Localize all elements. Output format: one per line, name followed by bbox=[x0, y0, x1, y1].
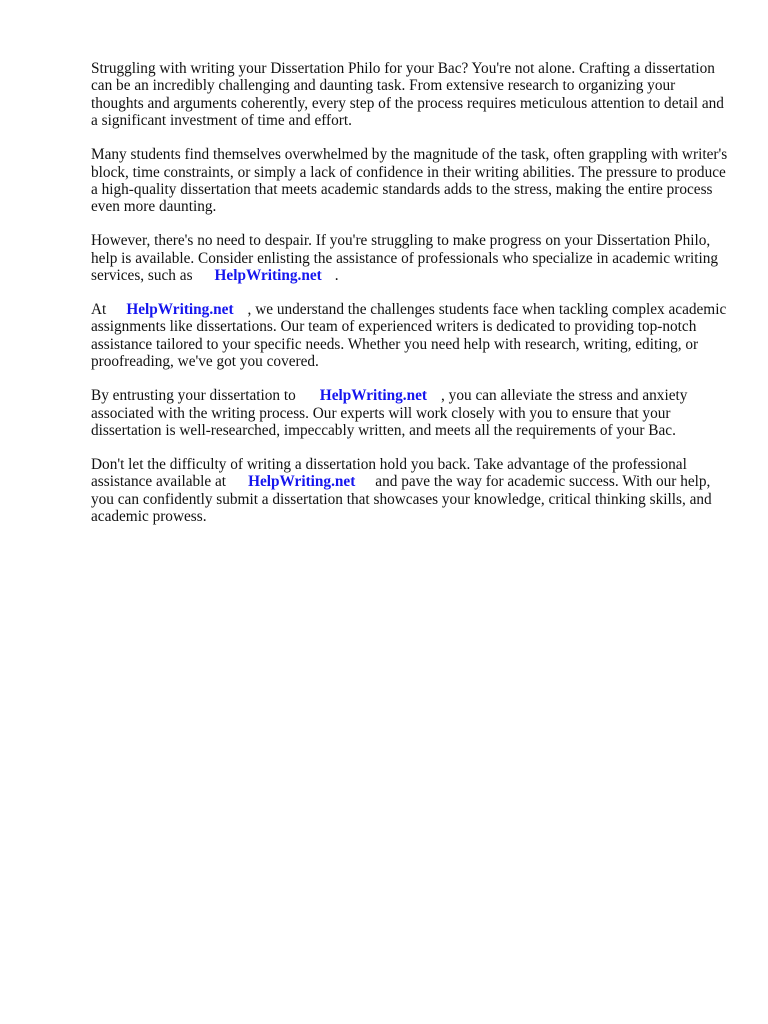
paragraph-entrusting-prefix: By entrusting your dissertation to bbox=[91, 387, 296, 405]
paragraph-entrusting-text: , you can alleviate the stress and anxiety associated with the writing process. Our experts will work closely with you to ensure that your dissertation is well-researched, impeccably written, and meets all the requirements of your Bac. bbox=[91, 387, 688, 439]
paragraph-at-text: , we understand the challenges students face when tackling complex academic assignments like dissertations. Our team of experienced writers is dedicated to providing top-notch assistance tailored to your specific needs. Whether you need help with research, writing, editing, or proofreading, we've got you covered. bbox=[91, 300, 727, 371]
helpwriting-link[interactable]: HelpWriting.net bbox=[248, 473, 356, 491]
document-page bbox=[91, 60, 731, 542]
paragraph-closing bbox=[91, 456, 731, 526]
paragraph-entrusting bbox=[91, 387, 731, 439]
paragraph-intro bbox=[91, 60, 731, 130]
paragraph-despair bbox=[91, 232, 731, 284]
helpwriting-link[interactable]: HelpWriting.net bbox=[214, 267, 322, 285]
paragraph-at-helpwriting bbox=[91, 301, 731, 371]
paragraph-overwhelmed-text: Many students find themselves overwhelmed by the magnitude of the task, often grappling with writer's block, time constraints, or simply a lack of confidence in their writing abilities. The pressure to produce a high-quality dissertation that meets academic standards adds to the stress, making the entire process even more daunting. bbox=[91, 146, 728, 216]
helpwriting-link[interactable]: HelpWriting.net bbox=[319, 387, 428, 405]
paragraph-closing-text: and pave the way for academic success. With our help, you can confidently submit a dissertation that showcases your knowledge, critical thinking skills, and academic prowess. bbox=[91, 473, 712, 526]
paragraph-closing-prefix: Don't let the difficulty of writing a dissertation hold you back. Take advantage of the professional assistance available at bbox=[91, 455, 687, 491]
paragraph-overwhelmed bbox=[91, 146, 731, 216]
paragraph-intro-text: Struggling with writing your Dissertation Philo for your Bac? You're not alone. Crafting a dissertation can be an incredibly challenging and daunting task. From extensive research to organizing your thoughts and arguments coherently, every step of the process requires meticulous attention to detail and a significant investment of time and effort. bbox=[91, 60, 724, 130]
paragraph-despair-text: However, there's no need to despair. If you're struggling to make progress on your Dissertation Philo, help is available. Consider enlisting the assistance of professionals who specialize in academic writing services, such as bbox=[91, 232, 718, 285]
helpwriting-link[interactable]: HelpWriting.net bbox=[126, 300, 234, 318]
paragraph-at-prefix: At bbox=[91, 300, 107, 318]
paragraph-despair-tail: . bbox=[334, 267, 339, 285]
